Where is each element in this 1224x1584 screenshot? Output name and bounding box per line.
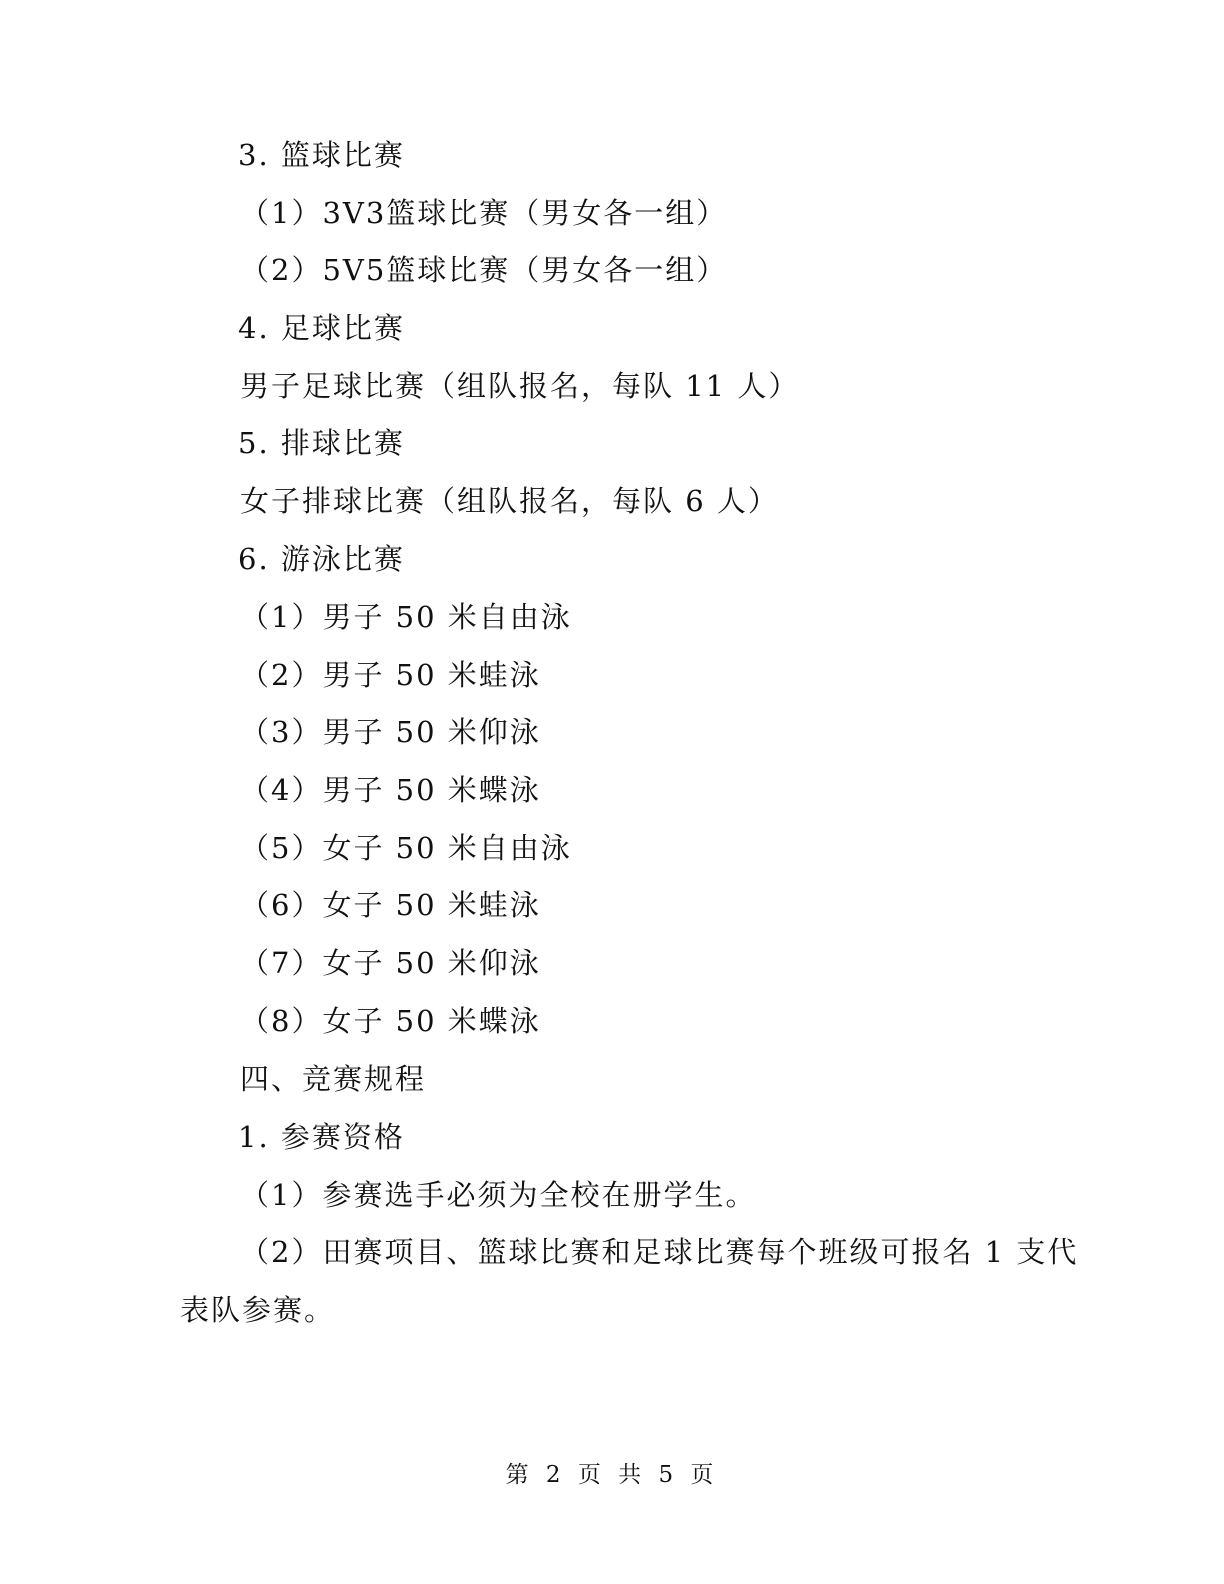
basketball-item-3v3: （1）3V3篮球比赛（男女各一组） <box>240 196 728 230</box>
swimming-item-5: （5）女子 50 米自由泳 <box>240 831 572 865</box>
section-swimming-heading: 6. 游泳比赛 <box>238 542 405 576</box>
swimming-item-3: （3）男子 50 米仰泳 <box>240 715 541 749</box>
eligibility-heading: 1. 参赛资格 <box>238 1120 405 1154</box>
basketball-item-5v5: （2）5V5篮球比赛（男女各一组） <box>240 253 728 287</box>
eligibility-item-2: （2）田赛项目、篮球比赛和足球比赛每个班级可报名 1 支代 <box>240 1235 1079 1269</box>
volleyball-item: 女子排球比赛（组队报名，每队 6 人） <box>240 484 779 518</box>
swimming-item-8: （8）女子 50 米蝶泳 <box>240 1004 541 1038</box>
swimming-item-6: （6）女子 50 米蛙泳 <box>240 888 541 922</box>
eligibility-item-2-continued: 表队参赛。 <box>180 1293 336 1327</box>
section-basketball-heading: 3. 篮球比赛 <box>238 138 405 172</box>
section-volleyball-heading: 5. 排球比赛 <box>238 426 405 460</box>
section-rules-heading: 四、竞赛规程 <box>240 1062 427 1096</box>
page-number-footer: 第 2 页 共 5 页 <box>505 1462 719 1488</box>
swimming-item-7: （7）女子 50 米仰泳 <box>240 946 541 980</box>
swimming-item-4: （4）男子 50 米蝶泳 <box>240 773 541 807</box>
swimming-item-2: （2）男子 50 米蛙泳 <box>240 658 541 692</box>
eligibility-item-1: （1）参赛选手必须为全校在册学生。 <box>240 1178 757 1212</box>
football-item: 男子足球比赛（组队报名，每队 11 人） <box>240 369 800 403</box>
swimming-item-1: （1）男子 50 米自由泳 <box>240 600 572 634</box>
section-football-heading: 4. 足球比赛 <box>238 311 405 345</box>
